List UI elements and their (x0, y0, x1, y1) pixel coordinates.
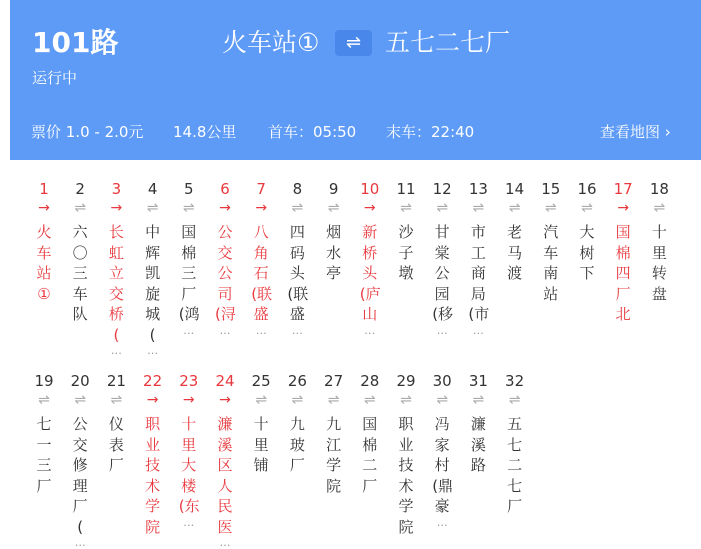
stop-name: 国棉四厂北 (615, 223, 631, 323)
stop-item[interactable] (99, 370, 133, 476)
stop-name: 公交公司(浔 (215, 223, 236, 323)
bidirectional-arrow-icon: ⇌ (182, 200, 195, 216)
stop-item[interactable] (461, 370, 495, 476)
stop-number: 12 (432, 180, 452, 198)
stop-item[interactable] (461, 178, 495, 337)
bidirectional-arrow-icon: ⇌ (508, 392, 521, 408)
stop-name: 冯家村(鼎豪 (432, 415, 454, 515)
stop-name: 市工商局(市 (468, 223, 490, 323)
direction-arrow-icon: → (219, 392, 231, 408)
stop-name: 长虹立交桥( (108, 223, 124, 344)
stop-name: 国棉二厂 (362, 415, 378, 495)
stop-name: 九江学院 (326, 415, 342, 495)
stop-item[interactable] (498, 178, 532, 284)
ellipsis-icon: … (436, 323, 448, 337)
stop-item[interactable] (172, 178, 206, 337)
bidirectional-arrow-icon: ⇌ (74, 392, 87, 408)
stop-number: 9 (328, 180, 339, 198)
stop-item[interactable] (389, 370, 423, 537)
bidirectional-arrow-icon: ⇌ (472, 200, 485, 216)
stop-number: 2 (75, 180, 85, 198)
direction-arrow-icon: → (617, 200, 630, 216)
stop-number: 1 (39, 180, 49, 198)
ellipsis-icon: … (219, 536, 231, 549)
stop-item[interactable] (244, 178, 278, 337)
stop-name: 仪表厂 (108, 415, 124, 474)
ellipsis-icon: … (255, 323, 267, 337)
swap-icon: ⇌ (345, 32, 362, 53)
stop-item[interactable] (27, 178, 61, 304)
bidirectional-arrow-icon: ⇌ (327, 200, 340, 216)
bidirectional-arrow-icon: ⇌ (291, 200, 304, 216)
stop-number: 28 (360, 372, 380, 390)
stop-number: 20 (70, 372, 90, 390)
direction-arrow-icon: → (255, 200, 268, 216)
stop-list (10, 160, 701, 549)
stop-number: 17 (613, 180, 633, 198)
stop-number: 15 (541, 180, 561, 198)
bidirectional-arrow-icon: ⇌ (146, 200, 159, 216)
stop-name: 烟水亭 (326, 223, 342, 282)
stop-item[interactable] (63, 178, 97, 325)
stop-number: 24 (215, 372, 235, 390)
stop-number: 16 (577, 180, 597, 198)
stop-number: 29 (396, 372, 416, 390)
stop-item[interactable] (425, 370, 459, 529)
stop-name: 新桥头(庐山 (359, 223, 381, 323)
stop-number: 25 (251, 372, 271, 390)
stop-name: 九玻厂 (289, 415, 305, 474)
bidirectional-arrow-icon: ⇌ (327, 392, 340, 408)
bidirectional-arrow-icon: ⇌ (74, 200, 87, 216)
stop-item[interactable] (172, 370, 206, 529)
stop-item[interactable] (317, 370, 351, 496)
bidirectional-arrow-icon: ⇌ (291, 392, 304, 408)
stop-number: 11 (396, 180, 416, 198)
stop-number: 21 (106, 372, 126, 390)
stop-name: 老马渡 (507, 223, 523, 282)
bidirectional-arrow-icon: ⇌ (436, 392, 449, 408)
ellipsis-icon: … (183, 515, 195, 529)
stop-number: 19 (34, 372, 54, 390)
stop-number: 7 (256, 180, 266, 198)
route-status: 运行中 (32, 69, 78, 87)
stop-name: 十里铺 (253, 415, 269, 474)
last-bus-time: 末车：22:40 (386, 123, 475, 141)
stop-number: 32 (505, 372, 525, 390)
stop-number: 10 (360, 180, 380, 198)
stop-item[interactable] (280, 178, 314, 337)
stop-item[interactable] (570, 178, 604, 284)
stop-name: 濂溪路 (470, 415, 486, 474)
direction-arrow-icon: → (146, 392, 159, 408)
stop-item[interactable] (27, 370, 61, 496)
stop-name: 职业技术学院 (145, 415, 161, 536)
distance-info: 14.8公里 (173, 123, 237, 141)
origin-stop: 火车站① (222, 28, 320, 57)
stop-name: 十里转盘 (651, 223, 667, 303)
stop-number: 6 (220, 180, 230, 198)
ellipsis-icon: … (183, 323, 195, 337)
stop-name: 职业技术学院 (398, 415, 414, 536)
bidirectional-arrow-icon: ⇌ (508, 200, 521, 216)
stop-name: 大树下 (579, 223, 595, 282)
stop-item[interactable] (534, 178, 568, 304)
bidirectional-arrow-icon: ⇌ (400, 200, 412, 216)
stop-item[interactable] (208, 370, 242, 549)
view-map-link[interactable]: 查看地图 › (600, 123, 671, 141)
bidirectional-arrow-icon: ⇌ (581, 200, 593, 216)
stop-name: 八角石(联盛 (251, 223, 273, 323)
stop-number: 5 (184, 180, 194, 198)
fare-info: 票价 1.0 - 2.0元 (31, 123, 144, 141)
stop-name: 汽车南站 (543, 223, 559, 303)
stop-number: 23 (179, 372, 199, 390)
stop-item[interactable] (99, 178, 133, 357)
stop-number: 27 (324, 372, 344, 390)
stop-name: 六〇三车队 (72, 223, 88, 323)
stop-item[interactable] (244, 370, 278, 476)
stop-number: 18 (649, 180, 669, 198)
ellipsis-icon: … (364, 323, 376, 337)
stop-name: 沙子墩 (398, 223, 414, 282)
stop-item[interactable] (606, 178, 640, 325)
stop-number: 14 (505, 180, 525, 198)
direction-arrow-icon: → (219, 200, 231, 216)
stop-item[interactable] (353, 178, 387, 337)
stop-name: 濂溪区人民医 (217, 415, 233, 536)
stop-number: 31 (468, 372, 488, 390)
stop-name: 十里大楼(东 (178, 415, 200, 515)
destination-stop: 五七二七厂 (385, 28, 511, 57)
stop-item[interactable] (136, 178, 170, 357)
stop-number: 8 (292, 180, 303, 198)
ellipsis-icon: … (291, 323, 303, 337)
stop-item[interactable] (208, 178, 242, 337)
stop-number: 22 (143, 372, 163, 390)
stop-item[interactable] (136, 370, 170, 537)
stop-item[interactable] (425, 178, 459, 337)
stop-item[interactable] (63, 370, 97, 549)
stop-item[interactable] (280, 370, 314, 476)
bidirectional-arrow-icon: ⇌ (38, 392, 50, 408)
stop-number: 30 (432, 372, 452, 390)
stop-name: 五七二七厂 (507, 415, 523, 515)
bidirectional-arrow-icon: ⇌ (400, 392, 412, 408)
stop-number: 3 (111, 180, 122, 198)
stop-name: 四码头(联盛 (287, 223, 309, 323)
stop-number: 26 (287, 372, 307, 390)
direction-arrow-icon: → (38, 200, 50, 216)
stop-item[interactable] (389, 178, 423, 284)
bidirectional-arrow-icon: ⇌ (436, 200, 449, 216)
stop-number: 4 (147, 180, 158, 198)
stop-name: 公交修理厂( (72, 415, 88, 536)
first-bus-time: 首车：05:50 (268, 123, 357, 141)
stop-item[interactable] (642, 178, 676, 304)
stop-name: 国棉三厂(鸿 (178, 223, 200, 323)
stop-item[interactable] (498, 370, 532, 517)
direction-arrow-icon: → (182, 392, 195, 408)
ellipsis-icon: … (147, 344, 159, 357)
ellipsis-icon: … (110, 344, 122, 357)
stop-name: 火车站① (36, 223, 52, 303)
route-number: 101路 (32, 26, 119, 59)
stop-name: 七一三厂 (36, 415, 52, 495)
bidirectional-arrow-icon: ⇌ (110, 392, 123, 408)
stop-item[interactable] (353, 370, 387, 496)
stop-name: 中辉凯旋城( (145, 223, 161, 344)
swap-direction-button[interactable] (335, 30, 372, 56)
ellipsis-icon: … (219, 323, 231, 337)
stop-number: 13 (468, 180, 488, 198)
bidirectional-arrow-icon: ⇌ (472, 392, 485, 408)
bidirectional-arrow-icon: ⇌ (544, 200, 557, 216)
bidirectional-arrow-icon: ⇌ (363, 392, 376, 408)
bidirectional-arrow-icon: ⇌ (255, 392, 268, 408)
ellipsis-icon: … (74, 536, 86, 549)
ellipsis-icon: … (472, 323, 484, 337)
stop-item[interactable] (317, 178, 351, 284)
route-header (10, 0, 701, 160)
stop-name: 甘棠公园(移 (432, 223, 454, 323)
direction-arrow-icon: → (110, 200, 123, 216)
bidirectional-arrow-icon: ⇌ (653, 200, 666, 216)
ellipsis-icon: … (436, 515, 448, 529)
direction-arrow-icon: → (363, 200, 376, 216)
